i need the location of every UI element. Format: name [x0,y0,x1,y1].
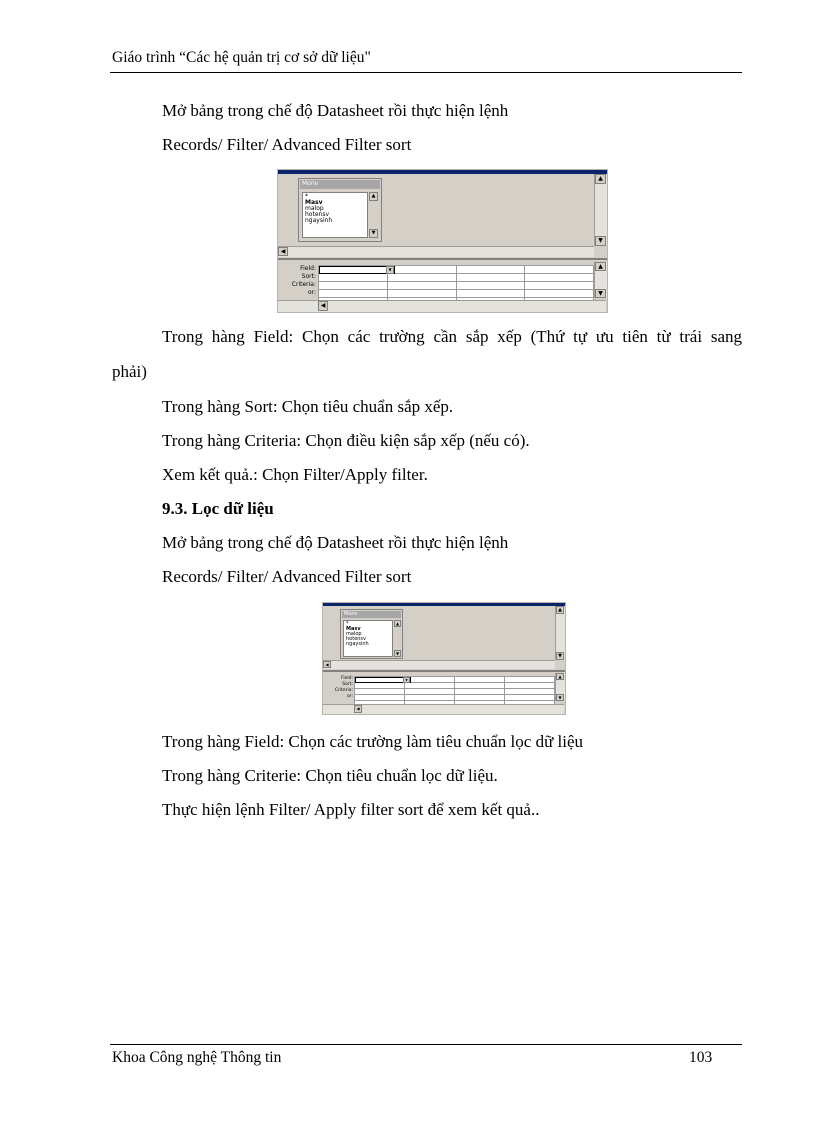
pane-splitter[interactable] [278,258,607,260]
scroll-down-arrow[interactable]: ▼ [595,289,606,298]
scroll-left-arrow[interactable]: ◀ [323,661,331,668]
scroll-up-arrow[interactable]: ▲ [556,673,564,680]
grid-row-label-field: Field: [341,676,353,681]
grid-horizontal-scrollbar[interactable] [323,704,564,714]
grid-row-label-or: or: [307,289,316,296]
grid-row-label-criteria: Criteria: [334,688,353,693]
field-list [343,620,393,657]
scroll-down-arrow[interactable]: ▼ [395,651,400,656]
field-list-item[interactable]: Masv [346,626,361,632]
filter-step-criteria: Trong hàng Criterie: Chọn tiêu chuẩn lọc dữ liệu. [162,766,498,785]
dropdown-arrow-icon[interactable]: ▼ [386,266,394,274]
scroll-up-arrow[interactable]: ▲ [595,174,606,184]
sort-step-criteria: Trong hàng Criteria: Chọn điều kiện sắp xếp (nếu có). [162,431,530,450]
grid-row-label-field: Field: [300,265,316,272]
scroll-left-arrow[interactable]: ◀ [278,247,288,256]
page-number: 103 [689,1049,713,1066]
field-list-item[interactable]: hotensv [305,211,329,218]
scroll-down-arrow[interactable]: ▼ [556,652,564,660]
sort-step-field: Trong hàng Field: Chọn các trường cần sắp xếp (Thứ tự ưu tiên từ trái sang [162,327,742,346]
field-list-box [340,609,403,659]
scroll-up-arrow[interactable]: ▲ [556,606,564,614]
scroll-up-arrow[interactable]: ▲ [369,192,378,201]
grid-row-label-or: or: [346,694,353,699]
field-list-item[interactable]: malop [346,631,362,637]
field-list-title: Monv [342,611,401,618]
upper-horizontal-scrollbar[interactable] [278,246,594,257]
scroll-down-arrow[interactable]: ▼ [556,694,564,701]
field-list-item[interactable]: ngaysinh [346,641,369,647]
field-list-box [298,178,382,242]
section-heading: 9.3. Lọc dữ liệu [162,499,274,518]
field-list [302,192,368,238]
grid-row-label-sort: Sort: [301,273,316,280]
dropdown-arrow-icon[interactable]: ▼ [403,677,410,683]
grid-vertical-scrollbar[interactable] [555,673,565,701]
grid-row-label-criteria: Criteria: [291,281,316,288]
filter-step-apply: Thực hiện lệnh Filter/ Apply filter sort để xem kết quả.. [162,800,540,819]
pane-splitter[interactable] [323,670,565,672]
advanced-filter-window-2 [322,602,566,715]
field-dropdown[interactable] [355,677,411,683]
field-dropdown[interactable] [319,266,395,274]
footer-rule [110,1044,742,1045]
scroll-down-arrow[interactable]: ▼ [369,229,378,238]
grid-vertical-scrollbar[interactable] [594,262,607,298]
upper-vertical-scrollbar[interactable] [594,174,607,246]
scroll-down-arrow[interactable]: ▼ [595,236,606,246]
field-list-item[interactable]: * [305,193,308,200]
sort-step-result: Xem kết quả.: Chọn Filter/Apply filter. [162,465,428,484]
upper-horizontal-scrollbar[interactable] [323,660,555,669]
scroll-up-arrow[interactable]: ▲ [395,621,400,626]
advanced-filter-window-1 [277,169,608,313]
grid-horizontal-scrollbar[interactable] [278,300,606,312]
sort-intro-line1: Mở bảng trong chế độ Datasheet rồi thực hiện lệnh [162,101,509,120]
field-list-item[interactable]: ngaysinh [305,217,333,224]
filter-intro-line1: Mở bảng trong chế độ Datasheet rồi thực hiện lệnh [162,533,509,552]
sort-step-field-cont: phải) [112,362,147,381]
sort-intro-line2: Records/ Filter/ Advanced Filter sort [162,135,412,154]
scroll-up-arrow[interactable]: ▲ [595,262,606,271]
field-list-item[interactable]: * [346,621,349,627]
scroll-left-arrow[interactable]: ◀ [318,301,328,311]
sort-step-sort: Trong hàng Sort: Chọn tiêu chuẩn sắp xếp. [162,397,454,416]
scroll-left-arrow[interactable]: ◀ [354,705,362,713]
header-rule [110,72,742,73]
field-list-item[interactable]: malop [305,205,324,212]
filter-intro-line2: Records/ Filter/ Advanced Filter sort [162,567,412,586]
grid-row-label-sort: Sort: [342,682,353,687]
filter-step-field: Trong hàng Field: Chọn các trường làm tiêu chuẩn lọc dữ liệu [162,732,584,751]
running-header: Giáo trình “Các hệ quản trị cơ sở dữ liệu" [112,49,371,66]
window-title-bar [278,170,607,174]
upper-vertical-scrollbar[interactable] [555,606,565,660]
field-list-title: Monv [300,180,380,189]
footer-department: Khoa Công nghệ Thông tin [112,1049,282,1066]
field-list-item[interactable]: hotensv [346,636,366,642]
window-title-bar [323,603,565,606]
field-list-item[interactable]: Masv [305,199,323,206]
